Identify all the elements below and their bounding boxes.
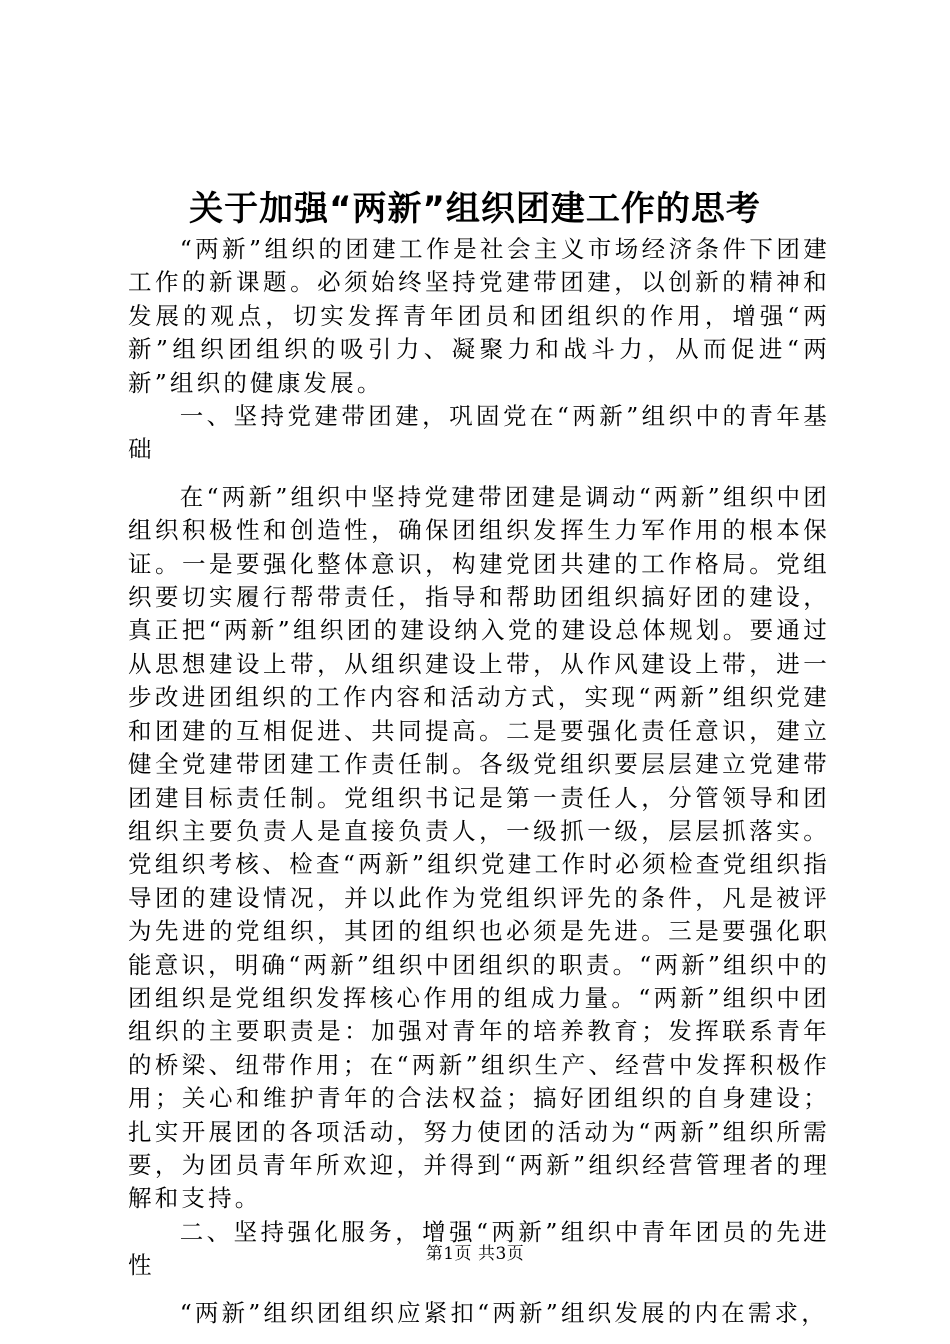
document-body <box>128 233 830 1330</box>
section-heading-1: 一、坚持党建带团建，巩固党在“两新”组织中的青年基础 <box>128 402 830 464</box>
intro-paragraph: “两新”组织的团建工作是社会主义市场经济条件下团建工作的新课题。必须始终坚持党建带团建，以创新的精神和发展的观点，切实发挥青年团员和团组织的作用，增强“两新”组织团组织的吸引力、凝聚力和战斗力，从而促进“两新”组织的健康发展。 <box>128 235 830 397</box>
section-2-paragraph: “两新”组织团组织应紧扣“两新”组织发展的内在需求， <box>179 1298 828 1327</box>
page-number-footer: 第1页 共3页 <box>425 1244 525 1264</box>
paragraph-spacer <box>128 467 830 481</box>
section-1-paragraph: 在“两新”组织中坚持党建带团建是调动“两新”组织中团组织积极性和创造性，确保团组织发挥生力军作用的根本保证。一是要强化整体意识，构建党团共建的工作格局。党组织要切实履行帮带责任，指导和帮助团组织搞好团的建设，真正把“两新”组织团的建设纳入党的建设总体规划。要通过从思想建设上带，从组织建设上带，从作风建设上带，进一步改进团组织的工作内容和活动方式，实现“两新”组织党建和团建的互相促进、共同提高。二是要强化责任意识，建立健全党建带团建工作责任制。各级党组织要层层建立党建带团建目标责任制。党组织书记是第一责任人，分管领导和团组织主要负责人是直接负责人，一级抓一级，层层抓落实。党组织考核、检查“两新”组织党建工作时必须检查党组织指导团的建设情况，并以此作为党组织评先的条件，凡是被评为先进的党组织，其团的组织也必须是先进。三是要强化职能意识，明确“两新”组织中团组织的职责。“两新”组织中的团组织是党组织发挥核心作用的组成力量。“两新”组织中团组织的主要职责是：加强对青年的培养教育；发挥联系青年的桥梁、纽带作用；在“两新”组织生产、经营中发挥积极作用；关心和维护青年的合法权益；搞好团组织的自身建设；扎实开展团的各项活动，努力使团的活动为“两新”组织所需要，为团员青年所欢迎，并得到“两新”组织经营管理者的理解和支持。 <box>128 482 830 1213</box>
section-heading-2: 二、坚持强化服务，增强“两新”组织中青年团员的先进性 <box>128 1217 830 1280</box>
paragraph-spacer <box>128 1283 830 1297</box>
document-title: 关于加强“两新”组织团建工作的思考 <box>189 189 761 229</box>
